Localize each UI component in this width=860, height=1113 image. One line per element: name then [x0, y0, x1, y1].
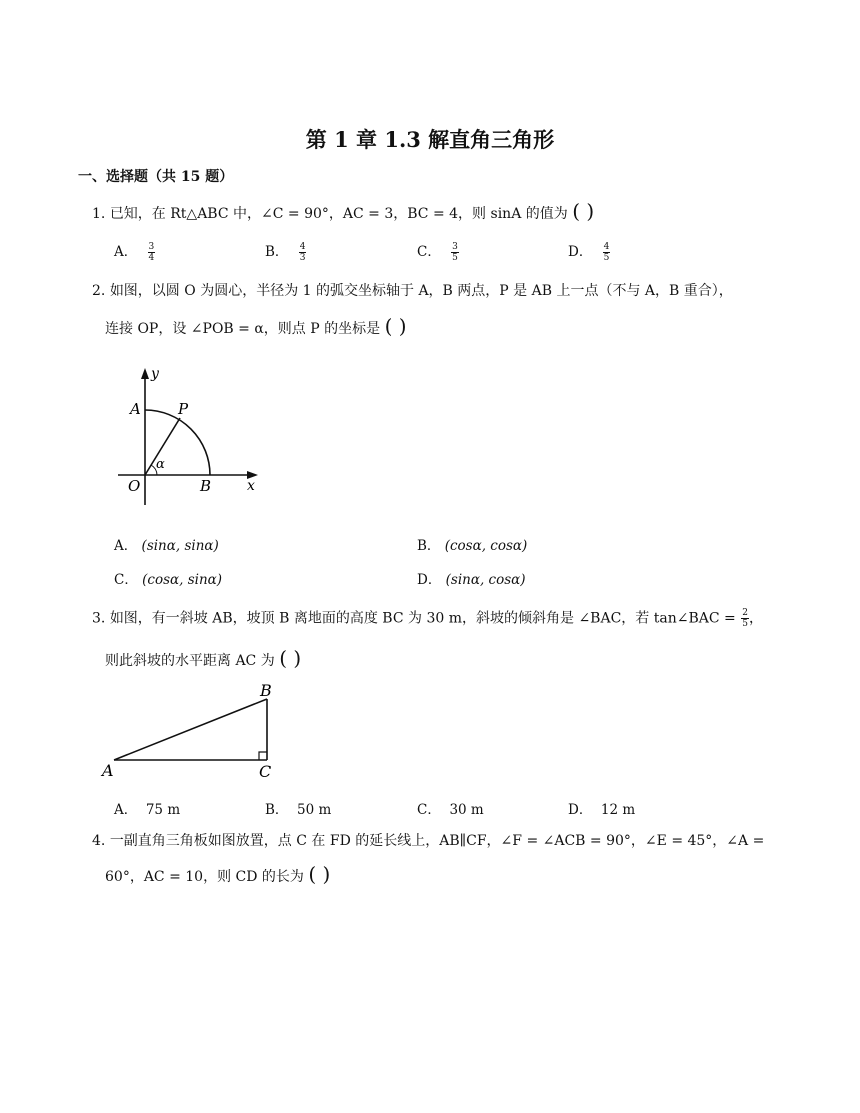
option-text: (cosα, cosα) [444, 538, 528, 554]
q3-option-c [417, 798, 484, 818]
option-label: D． [568, 802, 593, 818]
fraction-numerator: 3 [452, 242, 458, 252]
question-text-line-2: 连接 OP，设 ∠POB = α，则点 P 的坐标是 [105, 321, 381, 337]
q1-option-b [265, 240, 306, 263]
option-label: A． [114, 802, 138, 818]
option-label: D． [417, 572, 442, 588]
q1-option-c [417, 240, 459, 263]
fraction-numerator: 4 [603, 242, 610, 252]
fraction [299, 242, 307, 263]
fraction-numerator: 2 [742, 608, 748, 618]
fraction [741, 608, 749, 629]
label-a: A [130, 400, 141, 418]
answer-parentheses: ( ) [572, 199, 595, 223]
option-label: B． [265, 802, 289, 818]
label-c: C [259, 762, 272, 781]
segment-ab [114, 699, 267, 760]
option-label: C． [417, 244, 441, 260]
question-4 [92, 831, 764, 851]
fraction-denominator: 4 [148, 253, 155, 263]
fraction-denominator: 5 [742, 619, 748, 629]
q3-option-b [265, 798, 331, 818]
option-label: B． [265, 244, 289, 260]
label-x: x [247, 478, 255, 494]
question-text: 已知，在 Rt△ABC 中，∠C = 90°，AC = 3，BC = 4，则 sinA 的值为 [109, 206, 568, 222]
question-4-line-2 [105, 864, 330, 887]
option-text: 75 m [145, 802, 181, 818]
question-number: 2. [92, 283, 106, 299]
label-p: P [178, 400, 189, 418]
q2-option-c [114, 568, 222, 588]
question-2 [92, 281, 733, 301]
q1-option-a [114, 240, 155, 263]
option-text: 50 m [297, 802, 332, 818]
question-3-line-2 [105, 648, 301, 671]
q3-option-d [568, 798, 635, 818]
option-label: D． [568, 244, 593, 260]
fraction-denominator: 5 [452, 253, 458, 263]
arc-ab [145, 410, 210, 475]
line-end-punctuation: ， [748, 610, 763, 627]
question-1 [92, 201, 594, 224]
answer-parentheses: ( ) [279, 646, 302, 670]
question-2-line-2 [105, 316, 407, 339]
section-heading: 一、选择题（共 15 题） [78, 169, 234, 185]
option-label: B． [417, 538, 441, 554]
label-b: B [260, 681, 272, 700]
q3-option-a [114, 798, 180, 818]
y-axis-arrow [141, 368, 149, 379]
label-alpha: α [156, 457, 165, 472]
option-label: A． [114, 244, 138, 260]
fraction [148, 242, 156, 263]
option-label: C． [417, 802, 441, 818]
q1-option-d [568, 240, 610, 263]
option-text: (sinα, sinα) [141, 538, 219, 554]
fraction-denominator: 3 [299, 253, 306, 263]
label-o: O [128, 477, 141, 495]
answer-parentheses: ( ) [308, 862, 331, 886]
answer-parentheses: ( ) [384, 314, 407, 338]
question-text-line-2: 60°，AC = 10，则 CD 的长为 [105, 869, 304, 885]
question-number: 3. [92, 610, 106, 627]
fraction-numerator: 4 [299, 242, 306, 252]
option-text: (cosα, sinα) [142, 572, 223, 588]
label-y: y [151, 366, 159, 382]
q2-option-b [417, 534, 527, 554]
question-text-line-2: 则此斜坡的水平距离 AC 为 [105, 653, 275, 669]
question-text-line-1: 如图，以圆 O 为圆心，半径为 1 的弧交坐标轴于 A，B 两点，P 是 AB 上一点（不与 A，B 重合）， [109, 283, 733, 299]
fraction [603, 242, 611, 263]
option-text: 12 m [600, 802, 636, 818]
right-angle-mark [259, 752, 267, 760]
label-b: B [200, 477, 212, 495]
question-text-line-1: 一副直角三角板如图放置，点 C 在 FD 的延长线上，AB∥CF，∠F = ∠ACB = 90°，∠E = 45°，∠A = [109, 833, 765, 849]
question-number: 4. [92, 833, 106, 849]
question-3 [92, 608, 763, 629]
q2-option-a [114, 534, 219, 554]
q2-figure-quarter-circle [110, 360, 270, 500]
q3-figure-slope-triangle [100, 680, 290, 780]
option-text: (sinα, cosα) [445, 572, 526, 588]
question-number: 1. [92, 206, 106, 222]
page-title: 第 1 章 1.3 解直角三角形 [305, 127, 555, 152]
q2-option-d [417, 568, 526, 588]
fraction-denominator: 5 [603, 253, 610, 263]
option-text: 30 m [449, 802, 484, 818]
fraction [451, 242, 459, 263]
question-text-line-1: 如图，有一斜坡 AB，坡顶 B 离地面的高度 BC 为 30 m，斜坡的倾斜角是 ∠BAC，若 tan∠BAC = [109, 610, 736, 627]
fraction-numerator: 3 [148, 242, 155, 252]
option-label: A． [114, 538, 138, 554]
label-a: A [102, 761, 114, 780]
option-label: C． [114, 572, 138, 588]
